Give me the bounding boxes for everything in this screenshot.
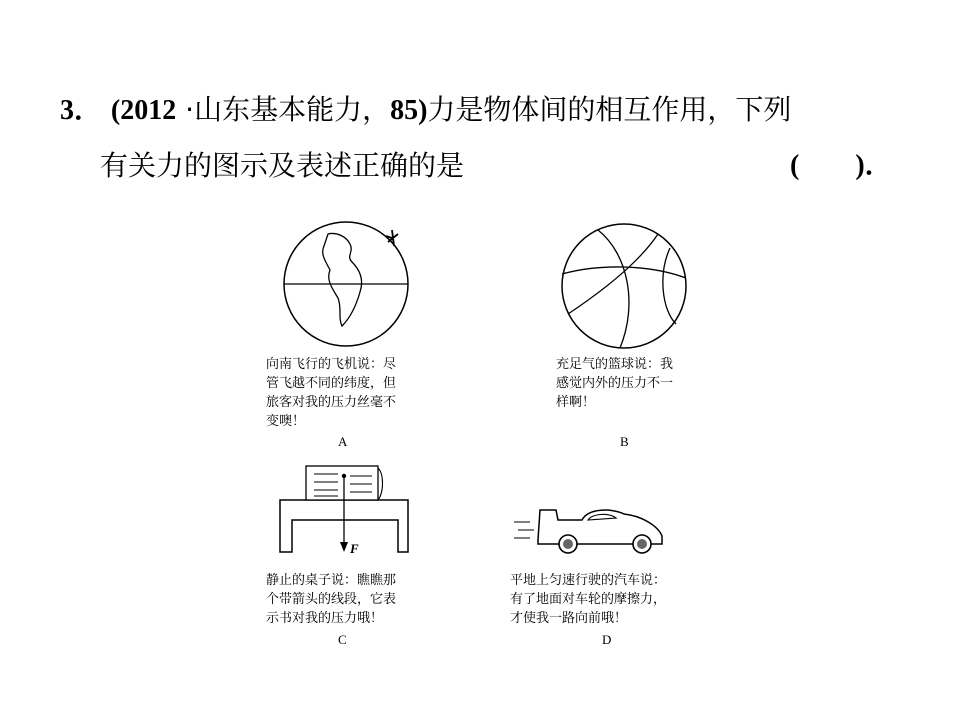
- force-label: F: [350, 541, 359, 556]
- question-source-page: 85): [390, 95, 428, 126]
- option-d-letter: D: [602, 632, 612, 647]
- basketball-icon: [558, 224, 698, 354]
- globe-with-airplane-icon: [280, 222, 420, 352]
- question-source-dot: ·: [185, 93, 195, 126]
- option-b-caption: 充足气的篮球说：我 感觉内外的压力不一 样啊！: [556, 357, 674, 410]
- question-stem-line2: 有关力的图示及表述正确的是: [100, 149, 465, 182]
- question-source-province: 山东基本能力，: [194, 93, 391, 126]
- question-stem-line1: 力是物体间的相互作用，下列: [427, 93, 792, 126]
- option-c-caption: 静止的桌子说：瞧瞧那 个带箭头的线段，它表 示书对我的压力哦！: [266, 573, 397, 626]
- question-number: 3．: [60, 95, 103, 126]
- question-source-year: (2012: [110, 95, 177, 126]
- option-a-caption: 向南飞行的飞机说：尽 管飞越不同的纬度，但 旅客对我的压力丝毫不 变噢！: [266, 357, 397, 429]
- option-b-letter: B: [620, 434, 629, 449]
- race-car-icon: [512, 500, 672, 560]
- option-c-letter: C: [338, 632, 347, 647]
- answer-blank: ( )．: [790, 150, 893, 181]
- option-d-caption: 平地上匀速行驶的汽车说： 有了地面对车轮的摩擦力， 才使我一路向前哦！: [510, 573, 667, 626]
- table-with-book-icon: [278, 464, 418, 564]
- question-line-1: [60, 92, 791, 129]
- option-a-letter: A: [338, 434, 348, 449]
